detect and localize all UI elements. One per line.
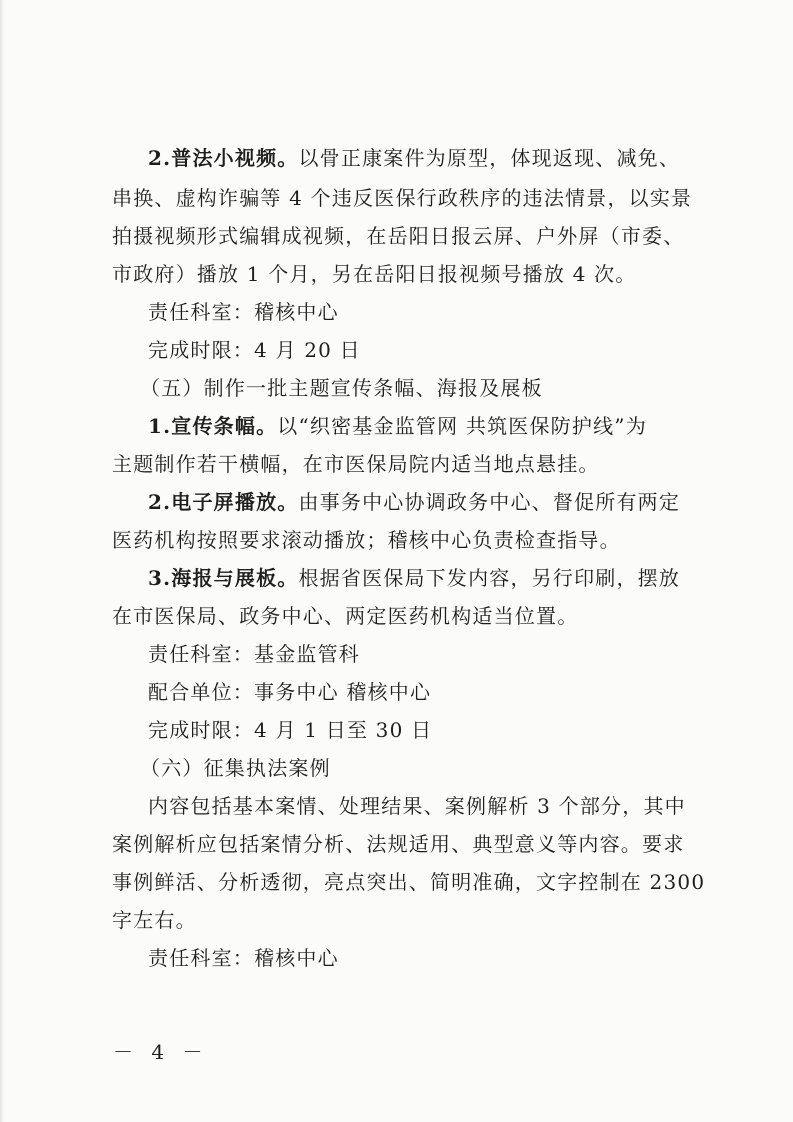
p2-bold-title: 1.宣传条幅。 <box>148 414 278 438</box>
page-number: － 4 － <box>113 1040 209 1064</box>
p1-line2: 串换、虚构诈骗等 4 个违反医保行政秩序的违法情景，以实景 <box>112 186 693 210</box>
p5-line2: 案例解析应包括案情分析、法规适用、典型意义等内容。要求 <box>112 832 685 856</box>
p2-line1: 1.宣传条幅。以“织密基金监管网 共筑医保防护线”为 <box>148 414 647 438</box>
p5-line3: 事例鲜活、分析透彻，亮点突出、简明准确，文字控制在 2300 <box>112 870 706 894</box>
p1-responsible: 责任科室：稽核中心 <box>148 300 339 324</box>
p5-line1: 内容包括基本案情、处理结果、案例解析 3 个部分，其中 <box>148 794 686 818</box>
p3-line2: 医药机构按照要求滚动播放；稽核中心负责检查指导。 <box>112 528 621 552</box>
p1-line4: 市政府）播放 1 个月，另在岳阳日报视频号播放 4 次。 <box>112 262 637 286</box>
p1-line3: 拍摄视频形式编辑成视频，在岳阳日报云屏、户外屏（市委、 <box>112 224 685 248</box>
p1-bold-title: 2.普法小视频。 <box>148 146 299 170</box>
p3-line1: 2.电子屏播放。由事务中心协调政务中心、督促所有两定 <box>148 490 681 514</box>
section5-heading: （五）制作一批主题宣传条幅、海报及展板 <box>140 376 543 400</box>
p5-line4: 字左右。 <box>112 908 197 932</box>
section5-responsible: 责任科室：基金监管科 <box>148 642 360 666</box>
p1-line1: 2.普法小视频。以骨正康案件为原型，体现返现、减免、 <box>148 146 681 170</box>
p1-deadline: 完成时限：4 月 20 日 <box>148 338 361 362</box>
scan-edge <box>0 0 4 1122</box>
p3-bold-title: 2.电子屏播放。 <box>148 490 299 514</box>
p4-bold-title: 3.海报与展板。 <box>148 566 299 590</box>
p2-line2: 主题制作若干横幅，在市医保局院内适当地点悬挂。 <box>112 452 600 476</box>
p4-line1: 3.海报与展板。根据省医保局下发内容，另行印刷，摆放 <box>148 566 681 590</box>
section6-responsible: 责任科室：稽核中心 <box>148 946 339 970</box>
section6-heading: （六）征集执法案例 <box>140 756 331 780</box>
p4-line2: 在市医保局、政务中心、两定医药机构适当位置。 <box>112 604 579 628</box>
section5-deadline: 完成时限：4 月 1 日至 30 日 <box>148 718 433 742</box>
section5-cooperating: 配合单位：事务中心 稽核中心 <box>148 680 432 704</box>
